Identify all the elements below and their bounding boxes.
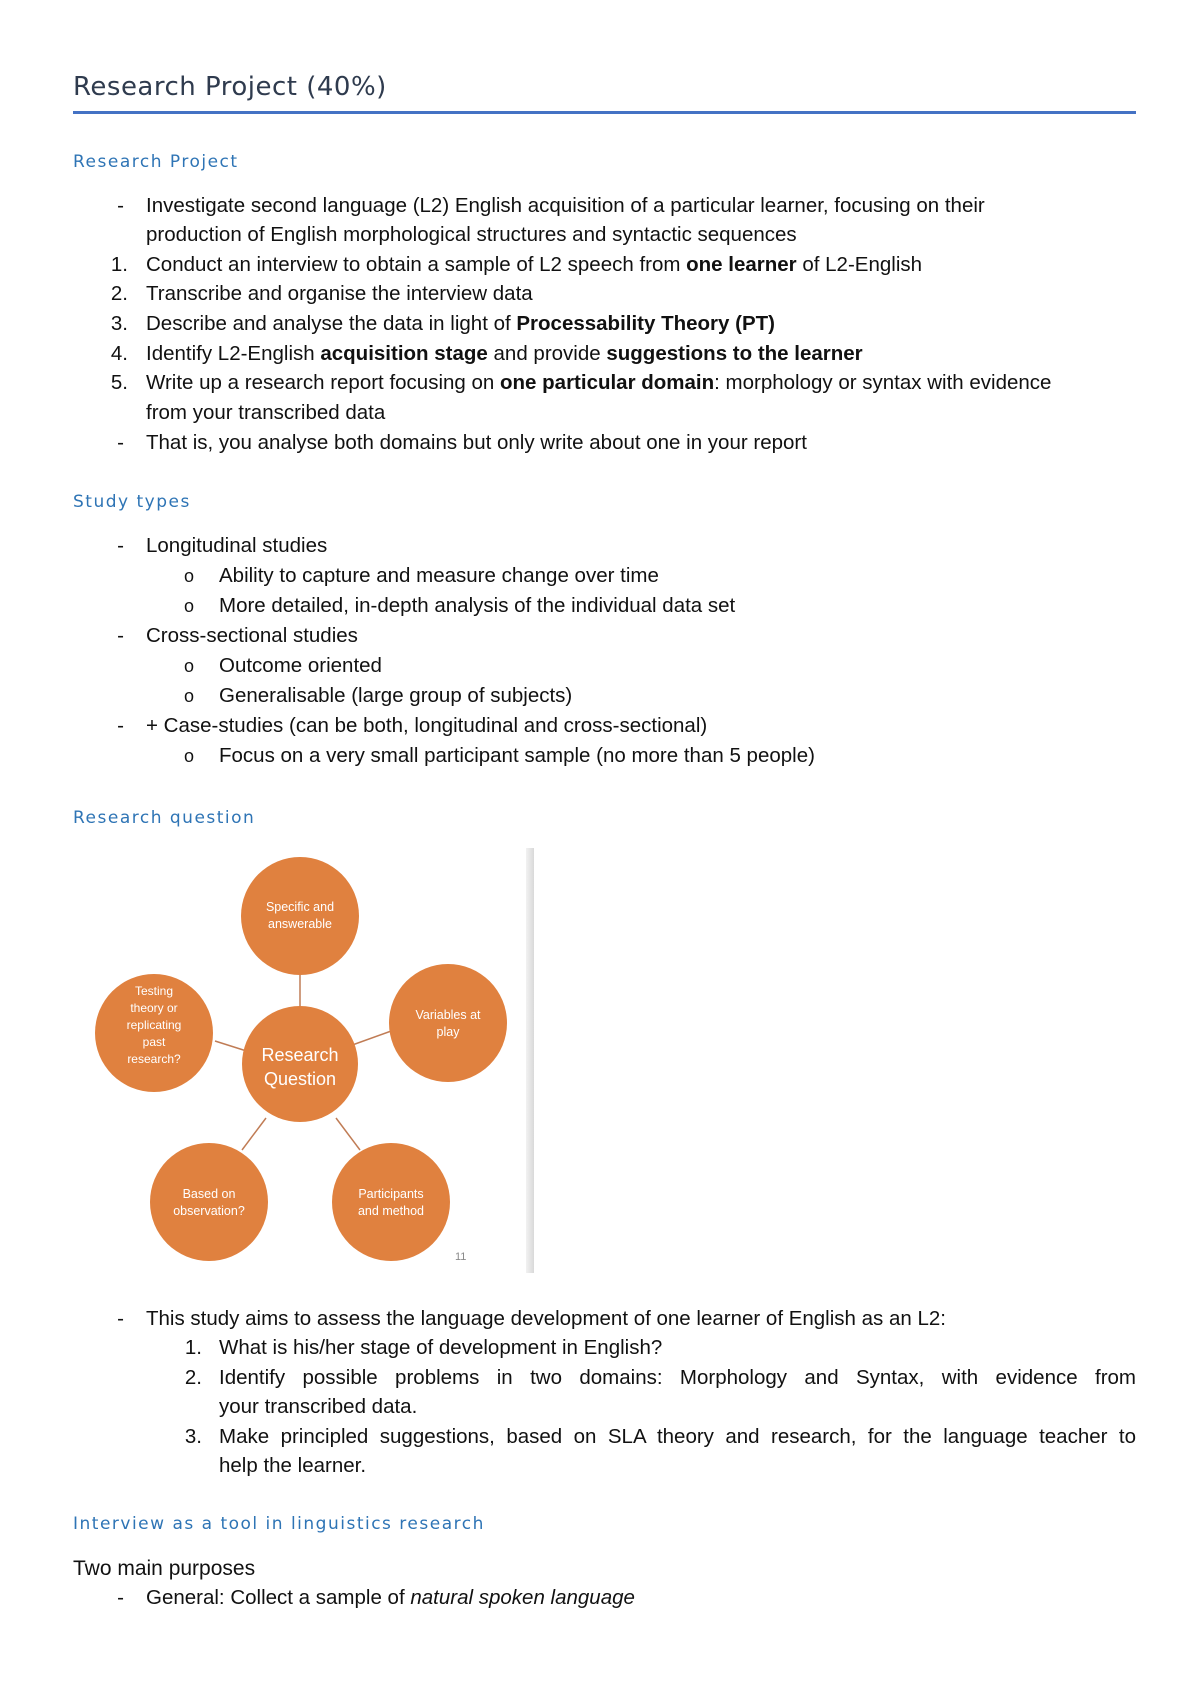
connector-bottom-left <box>242 1118 266 1150</box>
list-item: Describe and analyse the data in light of Processability Theory (PT) <box>146 312 775 335</box>
top-label-2: answerable <box>268 917 332 931</box>
list-item: Investigate second language (L2) English acquisition of a particular learner, focusing on their <box>146 194 985 217</box>
list-marker-sub: o <box>184 656 195 676</box>
list-marker: 3. <box>110 312 128 335</box>
list-marker-sub: o <box>184 746 195 766</box>
circle-bottom-right <box>332 1143 450 1261</box>
list-item-continuation: production of English morphological structures and syntactic sequences <box>146 223 797 246</box>
list-marker-sub: o <box>184 596 195 616</box>
list-item: + Case-studies (can be both, longitudinal and cross-sectional) <box>146 714 708 737</box>
list-marker: 5. <box>110 371 128 394</box>
paragraph: Two main purposes <box>73 1557 256 1580</box>
list-item: Conduct an interview to obtain a sample of L2 speech from one learner of L2-English <box>146 253 923 276</box>
title-rule <box>73 111 1136 114</box>
heading-study-types: Study types <box>73 492 191 512</box>
list-item: Transcribe and organise the interview data <box>146 282 533 305</box>
list-item: That is, you analyse both domains but only write about one in your report <box>146 431 807 454</box>
list-subitem: Outcome oriented <box>219 654 382 677</box>
list-marker: 4. <box>110 342 128 365</box>
slide-number: 11 <box>455 1251 467 1263</box>
circle-top <box>241 857 359 975</box>
bottom-right-label-1: Participants <box>358 1187 424 1201</box>
list-subitem: What is his/her stage of development in English? <box>219 1336 663 1359</box>
right-label-1: Variables at <box>415 1008 481 1022</box>
bottom-left-label-1: Based on <box>182 1187 236 1201</box>
heading-research-question: Research question <box>73 808 256 828</box>
left-label-3: replicating <box>126 1018 182 1032</box>
page-title: Research Project (40%) <box>73 72 387 102</box>
list-item: General: Collect a sample of natural spoken language <box>146 1586 635 1609</box>
list-subitem: Make principled suggestions, based on SLA theory and research, for the language teacher to <box>219 1425 1136 1448</box>
list-marker: 3. <box>184 1425 202 1448</box>
left-label-5: research? <box>127 1052 181 1066</box>
list-marker: - <box>117 431 124 454</box>
right-label-2: play <box>436 1025 460 1039</box>
list-marker: 1. <box>184 1336 202 1359</box>
list-marker: 2. <box>110 282 128 305</box>
list-marker: - <box>117 714 124 737</box>
list-subitem: Focus on a very small participant sample (no more than 5 people) <box>219 744 815 767</box>
diagram-svg <box>82 848 534 1273</box>
heading-interview: Interview as a tool in linguistics research <box>73 1514 485 1534</box>
list-marker-sub: o <box>184 566 195 586</box>
left-label-2: theory or <box>130 1001 178 1015</box>
left-label-4: past <box>142 1035 166 1049</box>
list-item: Cross-sectional studies <box>146 624 358 647</box>
list-marker: - <box>117 194 124 217</box>
list-subitem: Generalisable (large group of subjects) <box>219 684 573 707</box>
center-label-1: Research <box>261 1045 339 1065</box>
list-item: Longitudinal studies <box>146 534 328 557</box>
list-item: This study aims to assess the language development of one learner of English as an L2: <box>146 1307 946 1330</box>
bottom-right-label-2: and method <box>357 1204 425 1218</box>
list-item: Write up a research report focusing on one particular domain: morphology or syntax with evidence <box>146 371 1052 394</box>
research-question-diagram <box>82 848 534 1273</box>
list-marker: 1. <box>110 253 128 276</box>
list-subitem-continuation: help the learner. <box>219 1454 367 1477</box>
center-label-2: Question <box>263 1069 337 1089</box>
list-subitem: More detailed, in-depth analysis of the individual data set <box>219 594 736 617</box>
bottom-left-label-2: observation? <box>173 1204 245 1218</box>
list-subitem: Identify possible problems in two domains: Morphology and Syntax, with evidence from <box>219 1366 1136 1389</box>
list-marker: 2. <box>184 1366 202 1389</box>
connector-bottom-right <box>336 1118 360 1150</box>
list-subitem: Ability to capture and measure change over time <box>219 564 659 587</box>
circle-bottom-left <box>150 1143 268 1261</box>
list-subitem-continuation: your transcribed data. <box>219 1395 418 1418</box>
circle-right <box>389 964 507 1082</box>
list-marker: - <box>117 624 124 647</box>
list-marker-sub: o <box>184 686 195 706</box>
list-item-continuation: from your transcribed data <box>146 401 386 424</box>
list-marker: - <box>117 1586 124 1609</box>
heading-research-project: Research Project <box>73 152 239 172</box>
list-item: Identify L2-English acquisition stage and provide suggestions to the learner <box>146 342 863 365</box>
list-marker: - <box>117 1307 124 1330</box>
top-label-1: Specific and <box>265 900 335 914</box>
list-marker: - <box>117 534 124 557</box>
left-label-1: Testing <box>134 984 174 998</box>
